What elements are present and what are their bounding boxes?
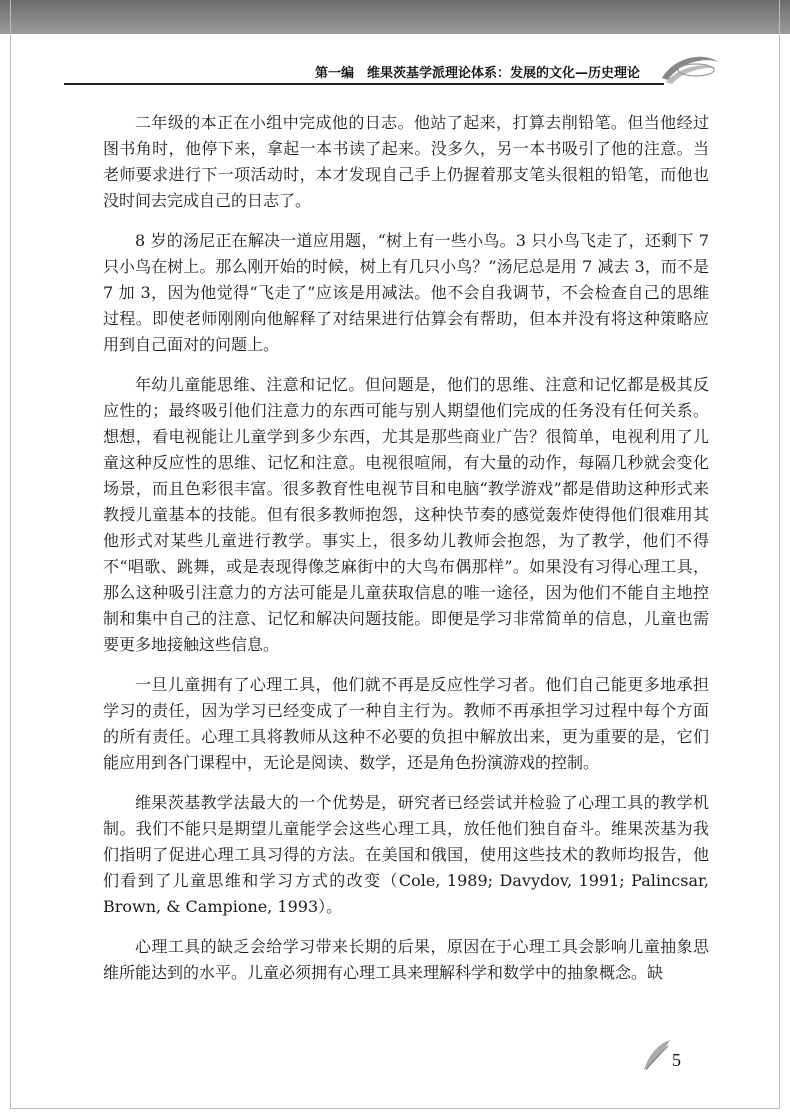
running-header xyxy=(64,36,720,86)
paragraph: 一旦儿童拥有了心理工具，他们就不再是反应性学习者。他们自己能更多地承担学习的责任，因为学习已经变成了一种自主行为。教师不再承担学习过程中每个方面的所有责任。心理工具将教师从这种不必要的负担中解放出来，更为重要的是，它们能应用到各门课程中，无论是阅读、数学，还是角色扮演游戏的控制。 xyxy=(103,675,709,772)
header-rule xyxy=(64,83,664,85)
page-corner-leaf-icon xyxy=(642,1038,672,1072)
paragraph: 8 岁的汤尼正在解决一道应用题，“树上有一些小鸟。3 只小鸟飞走了，还剩下 7 只小鸟在树上。那么刚开始的时候，树上有几只小鸟？”汤尼总是用 7 减去 3，而不是 7 加 3，因为他觉得“飞走了”应该是用减法。他不会自我调节，不会检查自己的思维过程。即使老师刚刚向他解释了对结果进行估算会有帮助，但本并没有将这种策略应用到自己面对的问题上。 xyxy=(103,231,709,354)
swoosh-icon xyxy=(660,48,720,88)
paragraph: 二年级的本正在小组中完成他的日志。他站了起来，打算去削铅笔。但当他经过图书角时，他停下来，拿起一本书读了起来。没多久，另一本书吸引了他的注意。当老师要求进行下一项活动时，本才发现自己手上仍握着那支笔头很粗的铅笔，而他也没时间去完成自己的日志了。 xyxy=(103,113,709,210)
header-title: 第一编 维果茨基学派理论体系：发展的文化—历史理论 xyxy=(314,66,640,81)
paragraph: 心理工具的缺乏会给学习带来长期的后果，原因在于心理工具会影响儿童抽象思维所能达到的水平。儿童必须拥有心理工具来理解科学和数学中的抽象概念。缺 xyxy=(103,937,709,982)
body-text xyxy=(103,110,709,1000)
paragraph: 维果茨基教学法最大的一个优势是，研究者已经尝试并检验了心理工具的教学机制。我们不能只是期望儿童能学会这些心理工具，放任他们独自奋斗。维果茨基为我们指明了促进心理工具习得的方法。在美国和俄国，使用这些技术的教师均报告，他们看到了儿童思维和学习方式的改变（Cole, 1989; Davydov, 1991; Palincsar, Brown, & Campione, 1993）。 xyxy=(103,793,709,916)
paragraph: 年幼儿童能思维、注意和记忆。但问题是，他们的思维、注意和记忆都是极其反应性的；最终吸引他们注意力的东西可能与别人期望他们完成的任务没有任何关系。想想，看电视能让儿童学到多少东西，尤其是那些商业广告？很简单，电视利用了儿童这种反应性的思维、记忆和注意。电视很喧闹，有大量的动作，每隔几秒就会变化场景，而且色彩很丰富。很多教育性电视节目和电脑“教学游戏”都是借助这种形式来教授儿童基本的技能。但有很多教师抱怨，这种快节奏的感觉轰炸使得他们很难用其他形式对某些儿童进行教学。事实上，很多幼儿教师会抱怨，为了教学，他们不得不“唱歌、跳舞，或是表现得像芝麻街中的大鸟布偶那样”。如果没有习得心理工具，那么这种吸引注意力的方法可能是儿童获取信息的唯一途径，因为他们不能自主地控制和集中自己的注意、记忆和解决问题技能。即便是学习非常简单的信息，儿童也需要更多地接触这些信息。 xyxy=(103,375,709,654)
page-number: 5 xyxy=(672,1050,681,1070)
